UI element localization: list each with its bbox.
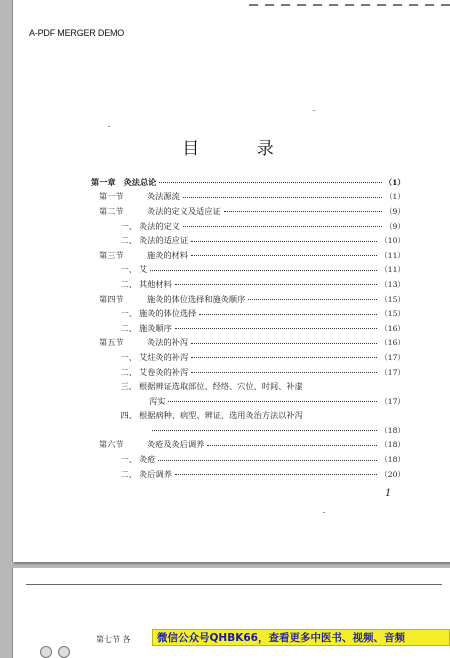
- toc-entry[interactable]: [85, 248, 405, 263]
- toc-entry-page: （1）: [384, 177, 405, 187]
- toc-entry-label: 第五节: [99, 337, 124, 348]
- toc-entry-title: 其他材料: [139, 278, 172, 289]
- toc-entry-page: （17）: [380, 367, 405, 377]
- toc-entry-label: 二、: [120, 235, 137, 246]
- promo-banner: 微信公众号QHBK66，查看更多中医书、视频、音频: [152, 629, 450, 646]
- toc-entry-title: 灸法总论: [123, 176, 157, 187]
- dot-leader: [191, 254, 377, 256]
- toc-entry[interactable]: [85, 336, 405, 351]
- toc-entry-title: 根据病种、病型、辨证，选用灸治方法以补泻: [139, 410, 303, 421]
- toc-entry-title: 灸法源流: [147, 191, 180, 202]
- toc-entry-label: 一、: [120, 351, 137, 362]
- page-number: 1: [385, 488, 392, 499]
- toc-entry-label: 二、: [120, 366, 137, 377]
- toc-entry-page: （18）: [380, 455, 405, 465]
- toc-entry[interactable]: [85, 409, 405, 424]
- toc-entry[interactable]: [85, 175, 405, 190]
- toc-entry-title: 施灸顺序: [139, 322, 172, 333]
- toc-entry-label: 三、: [120, 381, 137, 392]
- toc-entry-page: （17）: [380, 396, 405, 406]
- scan-speck: [323, 512, 325, 513]
- toc-entry[interactable]: [85, 365, 405, 380]
- toc-entry[interactable]: [85, 350, 405, 365]
- toc-entry-page: （18）: [380, 440, 405, 450]
- dot-leader: [248, 298, 377, 300]
- toc-entry-label: 第三节: [99, 249, 124, 260]
- page-title: 目 录: [182, 139, 300, 159]
- toc-entry-page: （11）: [380, 250, 405, 260]
- next-page-rule: [26, 584, 442, 585]
- toc-entry-label: 四、: [120, 410, 137, 421]
- dot-leader: [191, 342, 377, 344]
- toc-entry-page: （1）: [384, 192, 405, 202]
- toc-entry[interactable]: [85, 263, 405, 278]
- dot-leader: [175, 473, 377, 475]
- toc-entry-title: 灸法的定义及适应证: [147, 205, 221, 216]
- dot-leader: [224, 210, 382, 212]
- toc-entry[interactable]: [85, 219, 405, 234]
- toc-entry[interactable]: [85, 379, 405, 394]
- toc-entry-page: （15）: [380, 294, 405, 304]
- dot-leader: [175, 283, 377, 285]
- toc-entry-page: （20）: [380, 469, 405, 479]
- toc-entry-title: 施灸的体位选择: [139, 308, 197, 319]
- toc-entry-page: （18）: [380, 425, 405, 435]
- toc-entry-label: 一、: [120, 220, 137, 231]
- scan-speck: [108, 126, 110, 127]
- toc-entry[interactable]: [85, 467, 405, 482]
- toc-entry-label: 第二节: [99, 205, 124, 216]
- toc-entry-title: 灸法的定义: [139, 220, 180, 231]
- toc-entry[interactable]: [85, 452, 405, 467]
- dot-leader: [159, 181, 381, 183]
- toc-entry[interactable]: [85, 438, 405, 453]
- toc-entry-label: 二、: [120, 278, 137, 289]
- toc-entry[interactable]: [85, 277, 405, 292]
- dot-leader: [191, 356, 377, 358]
- next-page-text: 第七节 各: [96, 635, 131, 644]
- toc-entry[interactable]: [85, 190, 405, 205]
- toc-entry-title: 施灸的材料: [147, 249, 188, 260]
- dot-leader: [158, 459, 377, 461]
- toc-entry-title: 灸疮: [139, 454, 156, 465]
- scan-speck: [313, 110, 315, 111]
- toc-entry-page: （10）: [380, 236, 405, 246]
- dot-leader: [199, 313, 377, 315]
- demo-watermark: A-PDF MERGER DEMO: [29, 28, 125, 38]
- toc-entry[interactable]: [85, 306, 405, 321]
- toc-entry-label: 一、: [120, 264, 137, 275]
- toc-entry[interactable]: [85, 321, 405, 336]
- toc-entry-page: （11）: [380, 265, 405, 275]
- toc-entry-title: 根据辨证选取部位、经络、穴位、时间、补虚: [139, 381, 303, 392]
- toc-entry-title: 艾炷灸的补泻: [139, 351, 189, 362]
- toc-entry-page: （16）: [380, 323, 405, 333]
- dot-leader: [152, 429, 377, 431]
- dot-leader: [191, 371, 377, 373]
- toc-entry-title: 艾卷灸的补泻: [139, 366, 189, 377]
- toc-entry-page: （17）: [380, 352, 405, 362]
- page-top-dashes: [249, 4, 450, 6]
- toc-entry[interactable]: [85, 204, 405, 219]
- toc-continuation-text: 泻实: [149, 395, 166, 406]
- dot-leader: [175, 327, 377, 329]
- toc-entry-continuation[interactable]: [85, 423, 405, 438]
- toc-entry-label: 一、: [120, 308, 137, 319]
- toc-entry-label: 二、: [120, 322, 137, 333]
- toc-entry-page: （9）: [384, 206, 405, 216]
- toc-entry[interactable]: [85, 292, 405, 307]
- toc-entry-title: 艾: [139, 264, 148, 275]
- dot-leader: [207, 444, 377, 446]
- dot-leader: [183, 196, 382, 198]
- toc-entry-page: （15）: [380, 309, 405, 319]
- toc-entry-label: 第一节: [99, 191, 124, 202]
- toc-entry-label: 第四节: [99, 293, 124, 304]
- pdf-page: [12, 0, 450, 562]
- toc-entry-title: 灸法的补泻: [147, 337, 188, 348]
- toc-entry-page: （16）: [380, 338, 405, 348]
- toc-entry-label: 第六节: [99, 439, 124, 450]
- scroll-circle-icon[interactable]: [58, 646, 70, 658]
- toc-entry-label: 第一章: [91, 176, 116, 187]
- toc-entry-title: 施灸的体位选择和施灸顺序: [147, 293, 246, 304]
- scroll-circle-icon[interactable]: [40, 646, 52, 658]
- toc-entry[interactable]: [85, 233, 405, 248]
- dot-leader: [183, 225, 382, 227]
- toc-entry-label: 一、: [120, 454, 137, 465]
- table-of-contents: [85, 175, 405, 481]
- toc-entry-label: 二、: [120, 468, 137, 479]
- toc-entry-title: 灸疮及灸后调养: [147, 439, 205, 450]
- toc-entry-title: 灸法的适应证: [139, 235, 189, 246]
- dot-leader: [150, 269, 377, 271]
- dot-leader: [168, 400, 377, 402]
- toc-entry-page: （9）: [384, 221, 405, 231]
- dot-leader: [191, 240, 377, 242]
- toc-entry-page: （13）: [380, 279, 405, 289]
- toc-entry-title: 灸后调养: [139, 468, 172, 479]
- toc-entry-continuation[interactable]: [85, 394, 405, 409]
